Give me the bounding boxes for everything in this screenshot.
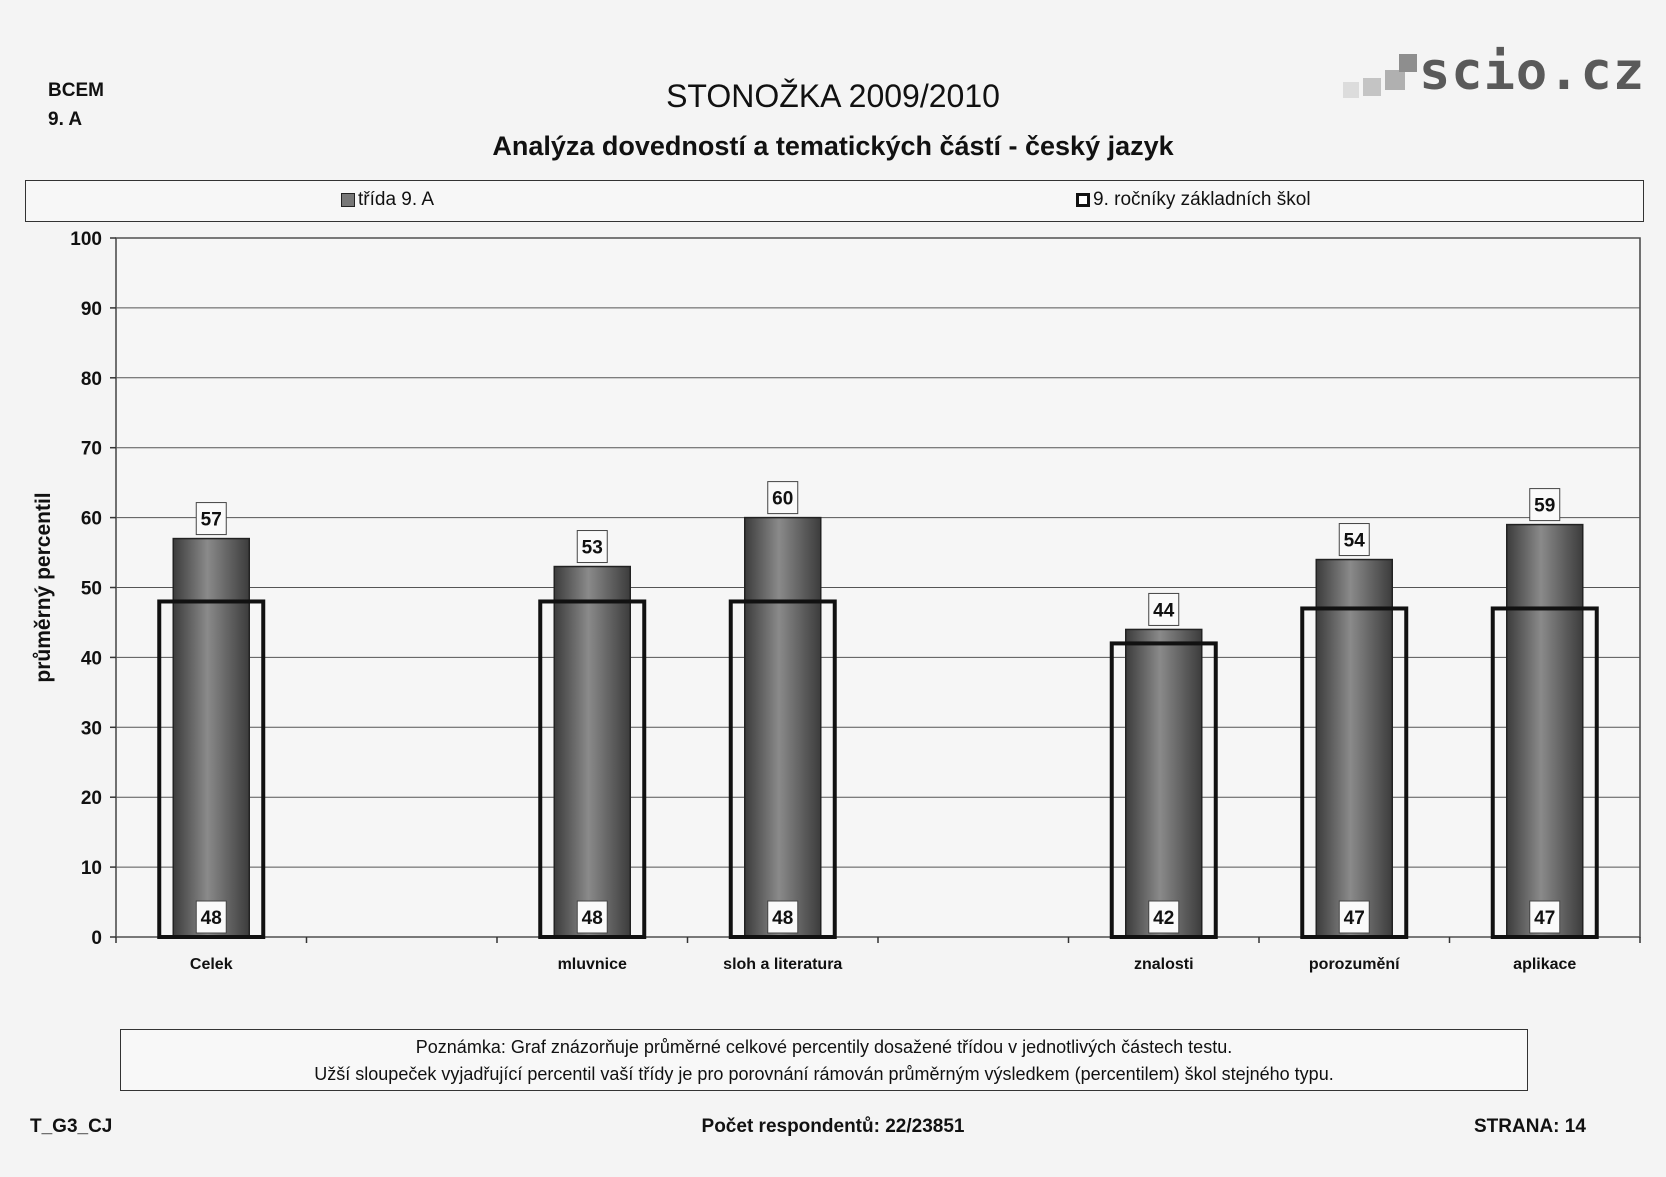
school-code: BCEM — [48, 80, 104, 101]
class-value-label: 59 — [1534, 495, 1556, 517]
class-bar — [745, 518, 821, 937]
class-bar — [173, 539, 249, 937]
footer-code: T_G3_CJ — [30, 1116, 113, 1137]
class-bar — [554, 567, 630, 937]
class-value-label: 57 — [200, 509, 222, 531]
page-title: STONOŽKA 2009/2010 — [666, 78, 1000, 114]
logo-text: scio.cz — [1419, 42, 1646, 102]
class-bar — [1126, 629, 1202, 937]
y-tick-label: 0 — [91, 928, 102, 949]
class-value-label: 54 — [1343, 530, 1365, 552]
x-tick-label: mluvnice — [557, 956, 627, 973]
y-tick-label: 70 — [80, 438, 102, 460]
class-value-label: 53 — [581, 537, 603, 559]
y-tick-label: 50 — [80, 578, 102, 600]
benchmark-value-label: 47 — [1343, 908, 1365, 929]
y-tick-label: 40 — [80, 648, 102, 670]
y-tick-label: 80 — [80, 368, 102, 390]
class-bar — [1316, 560, 1392, 937]
y-axis-label: průměrný percentil — [32, 492, 55, 683]
benchmark-value-label: 47 — [1534, 908, 1556, 929]
chart-note — [120, 1029, 1528, 1091]
y-tick-label: 90 — [80, 298, 102, 320]
chart-subtitle: Analýza dovedností a tematických částí - český jazyk — [492, 131, 1174, 161]
class-value-label: 60 — [772, 488, 794, 510]
note-line-1: Poznámka: Graf znázorňuje průměrné celkové percentily dosažené třídou v jednotlivých částech testu. — [415, 1037, 1233, 1057]
x-tick-label: sloh a literatura — [723, 956, 843, 973]
y-tick-label: 30 — [80, 718, 102, 740]
footer-respondents: Počet respondentů: 22/23851 — [701, 1116, 965, 1137]
benchmark-value-label: 42 — [1153, 908, 1175, 929]
benchmark-value-label: 48 — [772, 908, 794, 929]
class-name: 9. A — [48, 109, 83, 130]
benchmark-value-label: 48 — [581, 908, 603, 929]
x-tick-label: porozumění — [1308, 956, 1400, 973]
legend-label-class: třída 9. A — [358, 189, 435, 210]
y-tick-label: 60 — [80, 508, 102, 530]
note-line-2: Užší sloupeček vyjadřující percentil vaší třídy je pro porovnání rámován průměrným výsledkem (percentilem) škol stejného typu. — [314, 1064, 1334, 1084]
legend-label-benchmark: 9. ročníky základních škol — [1093, 189, 1311, 210]
x-tick-label: Celek — [189, 956, 233, 973]
y-tick-label: 100 — [70, 229, 102, 250]
footer-page: STRANA: 14 — [1474, 1116, 1586, 1137]
x-tick-label: aplikace — [1513, 956, 1577, 973]
x-tick-label: znalosti — [1133, 956, 1194, 973]
class-bar — [1507, 525, 1583, 937]
y-tick-label: 10 — [80, 858, 102, 880]
y-tick-label: 20 — [80, 788, 102, 810]
class-value-label: 44 — [1153, 600, 1175, 622]
benchmark-value-label: 48 — [200, 908, 222, 929]
